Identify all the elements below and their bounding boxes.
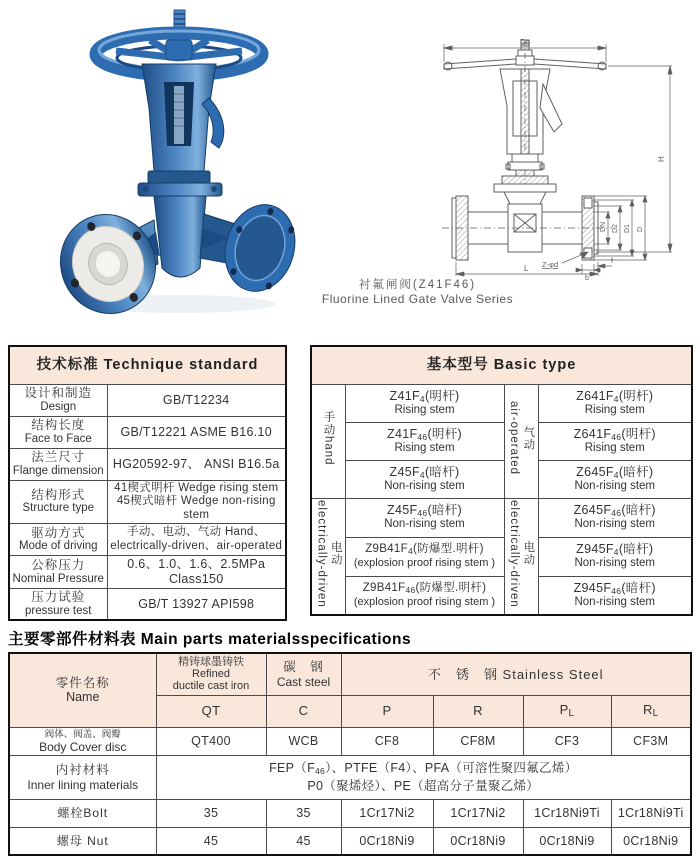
name-header: 零件名称 Name [9, 653, 156, 727]
row-label-zh: 内衬材料 [55, 762, 110, 777]
basic-type-table [310, 345, 693, 616]
materials-head-row [9, 653, 691, 695]
dim-label-b: b [585, 275, 589, 282]
cell: WCB [266, 727, 341, 755]
model-cell: $Z945F_{46}$(暗杆) Non-rising stem [538, 576, 692, 615]
row-label-en: Design [40, 400, 77, 413]
technique-standard-title: 技术标准 Technique standard [9, 346, 286, 384]
lining-materials-cell: $FEP(F_{46})$、PTFE（F4）、PFA（可溶性聚四氟乙烯） P0（聚烯烃）、PE（超高分子量聚乙烯） [156, 755, 691, 799]
cell: 1Cr18Ni9Ti [611, 799, 691, 827]
materials-section-title: 主要零部件材料表 Main parts materialsspecifications [8, 631, 412, 648]
caption-zh: 衬氟闸阀(Z41F46) [358, 279, 477, 291]
row-value2: electrically-driven、air-operated [110, 539, 283, 552]
caption-en: Fluorine Lined Gate Valve Series [321, 292, 514, 306]
row-label-zh: 阀体、阀盖、阀瓣 [44, 728, 121, 740]
model-cell: $Z9B41F_4$(防爆型.明杆) (explosion proof rising stem ) [345, 537, 504, 576]
nut-row [9, 827, 691, 855]
table-row [311, 422, 692, 460]
table-row [311, 498, 692, 537]
row-value: 手动、电动、气动 Hand、 [127, 526, 266, 539]
dim-label-d1: D1 [624, 224, 631, 233]
body-cover-disc-row [9, 727, 691, 755]
row-label-zh: 压力试验 [31, 589, 86, 604]
row-value: HG20592-97、 ANSI B16.5a [107, 448, 286, 480]
model-cell: $Z641F_4$(明杆) Rising stem [538, 384, 692, 422]
cell: 0Cr18Ni9 [611, 827, 691, 855]
table-row [9, 480, 286, 524]
model-cell: $Z45F_4$(暗杆) Non-rising stem [345, 460, 504, 498]
row-label-zh: 结构长度 [31, 417, 86, 432]
figure-caption [295, 276, 540, 306]
dim-label-zfid: Z-φd [542, 260, 559, 269]
dim-label-dn: DN [600, 221, 607, 232]
col-p: P [341, 695, 433, 727]
row-label-en: Nominal Pressure [12, 572, 104, 585]
model-cell: $Z645F_4$(暗杆) Non-rising stem [538, 460, 692, 498]
valve-drawing [412, 36, 700, 282]
cell: CF8 [341, 727, 433, 755]
model-cell: $Z945F_4$(暗杆) Non-rising stem [538, 537, 692, 576]
table-row [9, 448, 286, 480]
col-qt: QT [156, 695, 266, 727]
basic-type-title: 基本型号 Basic type [311, 346, 692, 384]
cell: 45 [156, 827, 266, 855]
col-c: C [266, 695, 341, 727]
row-value2: 45楔式暗杆 Wedge non-rising stem [116, 495, 276, 521]
stainless-steel-header: 不 锈 钢 Stainless Steel [341, 653, 691, 695]
dim-label-d: D [637, 226, 644, 232]
row-label-zh: 结构形式 [31, 487, 86, 502]
row-label-en: Mode of driving [18, 540, 98, 553]
row-label-en: pressure test [25, 604, 92, 617]
dim-label-d2: D2 [612, 224, 619, 233]
ductile-iron-header: 精铸球墨铸铁 Refined ductile cast iron [156, 653, 266, 695]
technique-standard-table [8, 345, 287, 621]
cell: 0Cr18Ni9 [341, 827, 433, 855]
model-cell: $Z45F_{46}$(暗杆) Non-rising stem [345, 498, 504, 537]
cell: CF3 [523, 727, 611, 755]
table-row [311, 460, 692, 498]
table-row [311, 384, 692, 422]
cell: 1Cr17Ni2 [433, 799, 523, 827]
group-electrically-driven-2: 电动 electrically-driven [504, 498, 538, 615]
row-label-zh: 驱动方式 [31, 525, 86, 540]
table-row [9, 416, 286, 448]
cell: 1Cr18Ni9Ti [523, 799, 611, 827]
row-value2: Class150 [168, 571, 224, 586]
table-row [9, 384, 286, 416]
table-row [9, 588, 286, 620]
valve-photo [28, 6, 333, 318]
dim-label-do: Do [520, 38, 531, 47]
model-cell: $Z9B41F_{46}$(防爆型.明杆) (explosion proof rising stem ) [345, 576, 504, 615]
row-value: GB/T 13927 API598 [107, 588, 286, 620]
row-label-en: Flange dimension [12, 464, 104, 477]
dim-label-f: f [611, 258, 613, 265]
materials-table [8, 652, 692, 856]
col-r: R [433, 695, 523, 727]
cell: CF3M [611, 727, 691, 755]
table-row [311, 576, 692, 615]
right-flange [215, 196, 305, 299]
inner-lining-row [9, 755, 691, 799]
cell: 0Cr18Ni9 [433, 827, 523, 855]
row-label: 螺栓Bolt [9, 799, 156, 827]
cell: CF8M [433, 727, 523, 755]
table-row [9, 556, 286, 589]
row-value: GB/T12221 ASME B16.10 [107, 416, 286, 448]
cell: 35 [156, 799, 266, 827]
model-cell: $Z41F_{46}$(明杆) Rising stem [345, 422, 504, 460]
row-label-en: Face to Face [24, 432, 92, 445]
dim-label-h: H [657, 156, 666, 162]
col-rl: $R_L$ [611, 695, 691, 727]
row-value: 0.6、1.0、1.6、2.5MPa [127, 557, 266, 572]
group-air-operated: 气动 air-operated [504, 384, 538, 498]
model-cell: $Z645F_{46}$(暗杆) Non-rising stem [538, 498, 692, 537]
group-electrically-driven: 电动 electrically-driven [311, 498, 345, 615]
row-label-en: Body Cover disc [39, 739, 127, 754]
cell: 45 [266, 827, 341, 855]
row-value: GB/T12234 [107, 384, 286, 416]
cell: 0Cr18Ni9 [523, 827, 611, 855]
row-label-en: Inner lining materials [27, 777, 139, 792]
cell: QT400 [156, 727, 266, 755]
group-hand: 手动hand [311, 384, 345, 498]
cell: 35 [266, 799, 341, 827]
cast-steel-header: 碳 钢 Cast steel [266, 653, 341, 695]
table-row [311, 537, 692, 576]
row-label-zh: 公称压力 [31, 557, 86, 572]
cell: 1Cr17Ni2 [341, 799, 433, 827]
row-label: 螺母 Nut [9, 827, 156, 855]
row-label-zh: 设计和制造 [24, 385, 92, 400]
col-pl: $P_L$ [523, 695, 611, 727]
row-value: 41楔式明杆 Wedge rising stem [114, 481, 279, 494]
model-cell: $Z641F_{46}$(明杆) Rising stem [538, 422, 692, 460]
model-cell: $Z41F_4$(明杆) Rising stem [345, 384, 504, 422]
bolt-row [9, 799, 691, 827]
row-label-zh: 法兰尺寸 [31, 449, 86, 464]
row-label-en: Structure type [22, 502, 95, 515]
dim-label-l: L [524, 264, 529, 273]
table-row [9, 524, 286, 556]
